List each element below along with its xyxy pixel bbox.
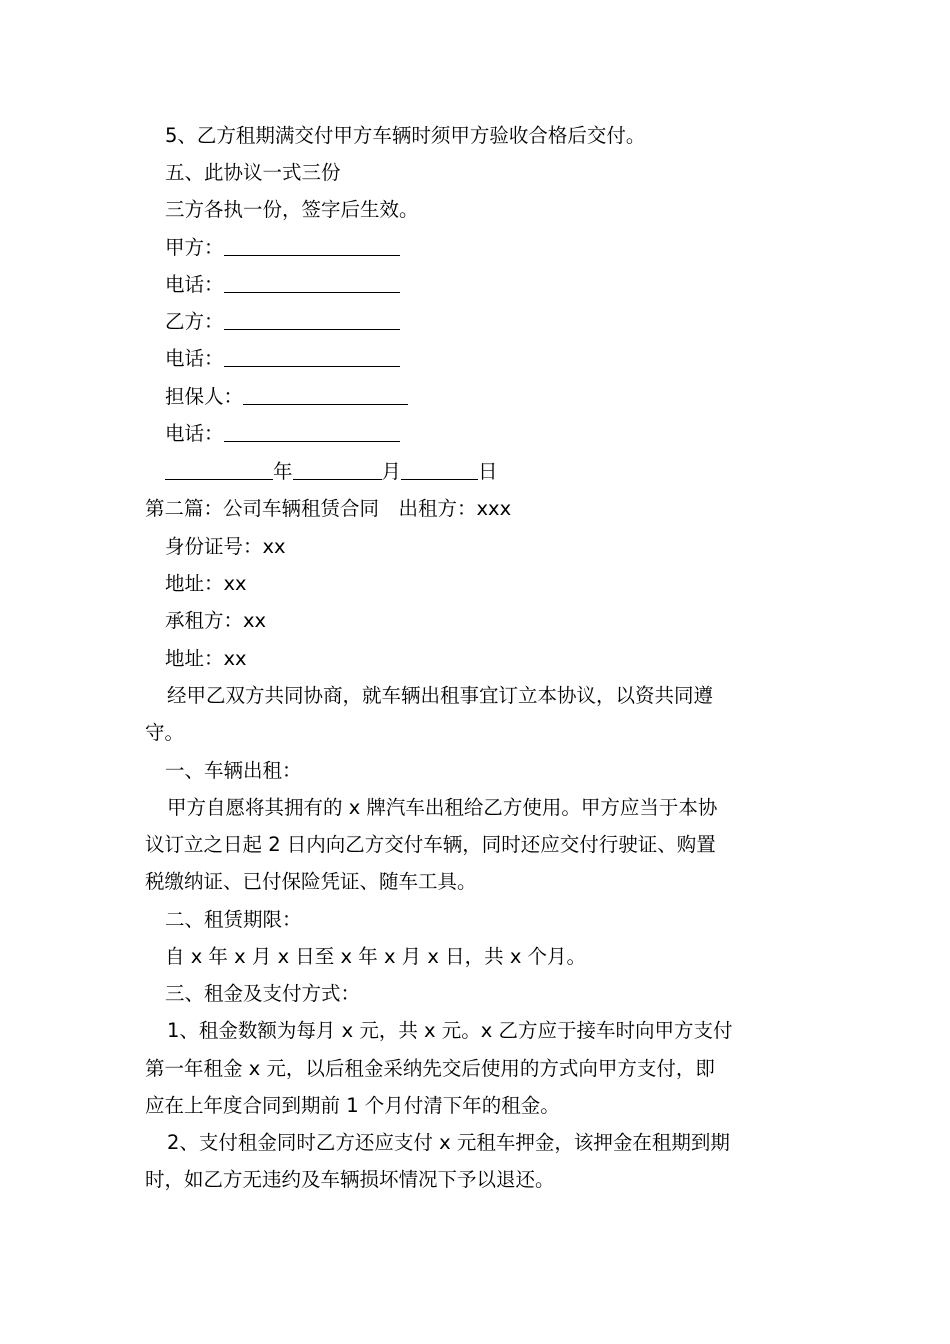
party-b-signature-line <box>165 308 400 336</box>
part-two-heading: 第二篇：公司车辆租赁合同 出租方：xxx <box>145 497 512 520</box>
guarantor-label: 担保人： <box>165 385 244 408</box>
lessor-address-line: 地址：xx <box>165 572 247 595</box>
phone-label: 电话： <box>165 422 224 445</box>
party-b-blank <box>224 309 400 330</box>
preamble-line-1: 经甲乙双方共同协商，就车辆出租事宜订立本协议，以资共同遵 <box>167 684 714 707</box>
section-1-line-2: 议订立之日起 2 日内向乙方交付车辆，同时还应交付行驶证、购置 <box>145 833 716 856</box>
copies-text: 三方各执一份，签字后生效。 <box>165 198 419 221</box>
section-2-text: 自 x 年 x 月 x 日至 x 年 x 月 x 日，共 x 个月。 <box>165 945 587 968</box>
section-2-heading: 二、租赁期限： <box>165 908 302 931</box>
date-line <box>165 458 498 486</box>
party-b-label: 乙方： <box>165 310 224 333</box>
year-label: 年 <box>273 460 293 483</box>
party-a-blank <box>224 235 400 256</box>
month-blank <box>293 459 382 480</box>
phone-label: 电话： <box>165 347 224 370</box>
guarantor-signature-line <box>165 383 408 411</box>
party-b-phone-line <box>165 345 400 373</box>
lessee-line: 承租方：xx <box>165 609 267 632</box>
clause-5-text: 5、乙方租期满交付甲方车辆时须甲方验收合格后交付。 <box>165 124 646 147</box>
guarantor-blank <box>243 384 408 405</box>
clause-2-line-1: 2、支付租金同时乙方还应支付 x 元租车押金，该押金在租期到期 <box>167 1131 730 1154</box>
phone-blank <box>224 346 400 367</box>
preamble-line-2: 守。 <box>145 721 185 744</box>
section-1-line-3: 税缴纳证、已付保险凭证、随车工具。 <box>145 870 477 893</box>
clause-1-line-2: 第一年租金 x 元，以后租金采纳先交后使用的方式向甲方支付，即 <box>145 1057 715 1080</box>
day-blank <box>401 459 478 480</box>
year-blank <box>165 459 273 480</box>
month-label: 月 <box>381 460 402 483</box>
lessor-id-line: 身份证号：xx <box>165 535 286 558</box>
clause-2-line-2: 时，如乙方无违约及车辆损坏情况下予以退还。 <box>145 1168 555 1191</box>
section-5-heading: 五、此协议一式三份 <box>165 161 341 184</box>
party-a-label: 甲方： <box>165 236 224 259</box>
section-3-heading: 三、租金及支付方式： <box>165 982 361 1005</box>
clause-1-line-1: 1、租金数额为每月 x 元，共 x 元。x 乙方应于接车时向甲方支付 <box>167 1019 733 1042</box>
guarantor-phone-line <box>165 420 400 448</box>
lessee-address-line: 地址：xx <box>165 647 247 670</box>
party-a-phone-line <box>165 271 400 299</box>
phone-label: 电话： <box>165 273 224 296</box>
day-label: 日 <box>478 460 498 483</box>
party-a-signature-line <box>165 234 400 262</box>
section-1-heading: 一、车辆出租： <box>165 759 302 782</box>
phone-blank <box>224 421 400 442</box>
clause-1-line-3: 应在上年度合同到期前 1 个月付清下年的租金。 <box>145 1094 560 1117</box>
phone-blank <box>224 272 400 293</box>
section-1-line-1: 甲方自愿将其拥有的 x 牌汽车出租给乙方使用。甲方应当于本协 <box>167 796 718 819</box>
